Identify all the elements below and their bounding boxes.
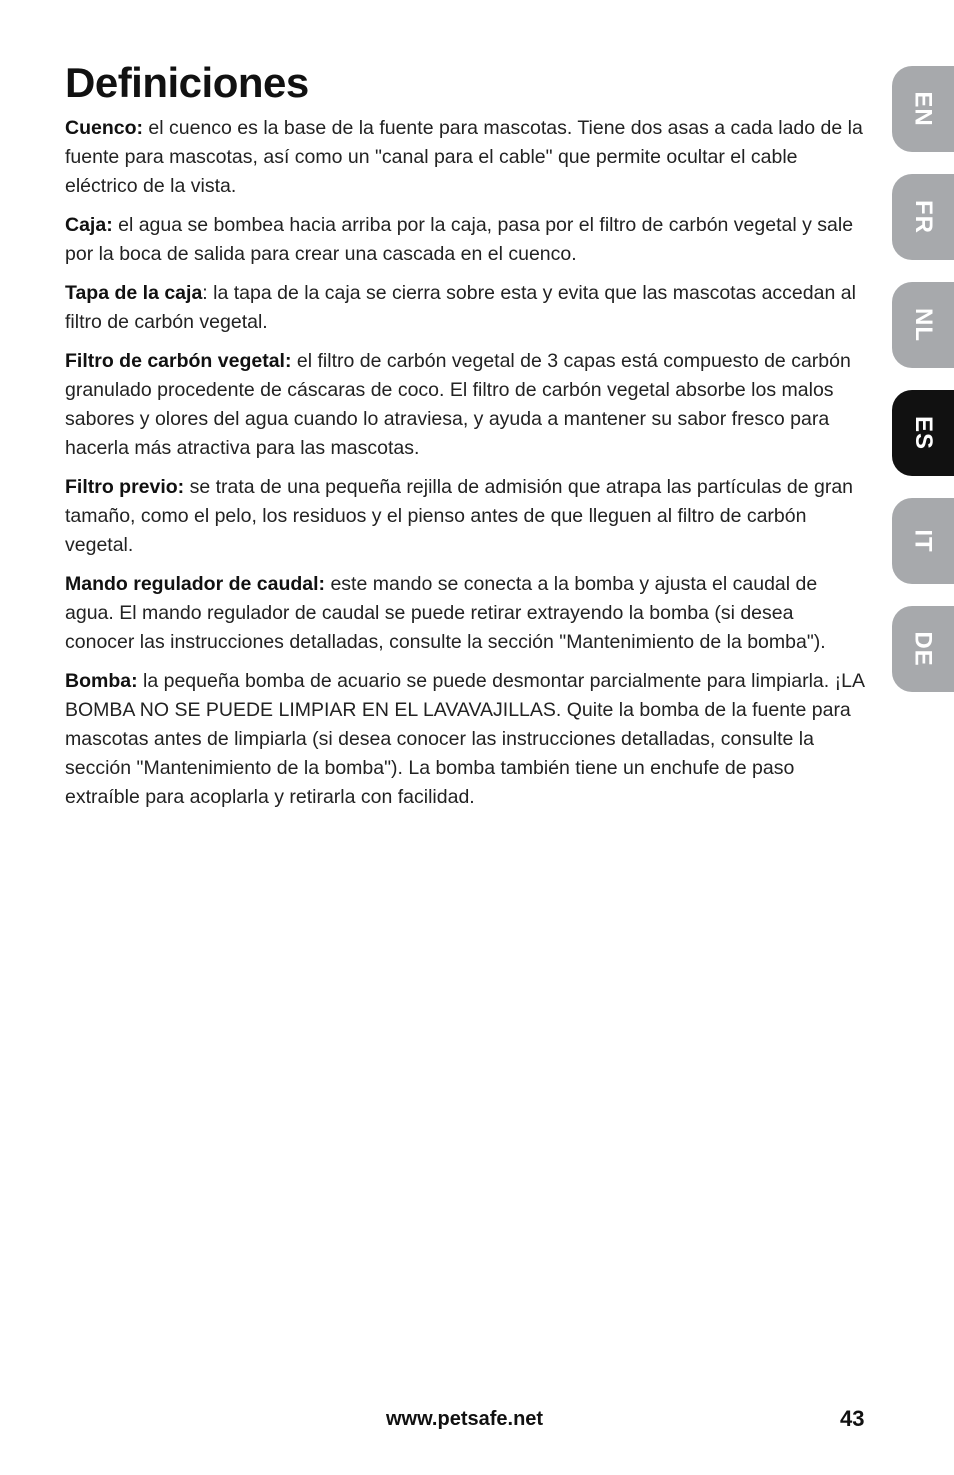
tab-label: DE <box>910 631 937 667</box>
definition-term: Tapa de la caja <box>65 282 203 304</box>
page-title: Definiciones <box>65 59 309 106</box>
definition-text: se trata de una pequeña rejilla de admisión que atrapa las partículas de gran tamaño, como el pelo, los residuos y el pienso antes de que lleguen al filtro de carbón vegetal. <box>65 476 854 556</box>
definition-term: Filtro de carbón vegetal: <box>65 350 292 372</box>
tab-fr[interactable] <box>892 174 954 260</box>
tab-label: FR <box>910 200 937 234</box>
tab-label: NL <box>910 308 937 342</box>
definition-filtro-de-carbon <box>65 347 865 463</box>
definition-text: el cuenco es la base de la fuente para mascotas. Tiene dos asas a cada lado de la fuente para mascotas, así como un "canal para el cable" que permite ocultar el cable eléctrico de la vista. <box>65 117 863 197</box>
definition-filtro-previo <box>65 473 865 560</box>
definition-term: Bomba: <box>65 670 138 692</box>
definition-text: este mando se conecta a la bomba y ajusta el caudal de agua. El mando regulador de caudal se puede retirar extrayendo la bomba (si desea conocer las instrucciones detalladas, consulte la sección "Mantenimiento de la bomba"). <box>65 573 826 653</box>
tab-en[interactable] <box>892 66 954 152</box>
definition-text: : la tapa de la caja se cierra sobre esta y evita que las mascotas accedan al filtro de carbón vegetal. <box>65 282 856 333</box>
tab-label: ES <box>909 415 937 451</box>
definition-tapa-de-la-caja <box>65 279 865 337</box>
tab-label: IT <box>909 529 937 553</box>
tab-de[interactable] <box>892 606 954 692</box>
footer-url: www.petsafe.net <box>386 1408 544 1430</box>
definition-term: Mando regulador de caudal: <box>65 573 326 595</box>
definition-term: Filtro previo: <box>65 476 185 498</box>
tab-nl[interactable] <box>892 282 954 368</box>
tab-label: EN <box>910 91 937 127</box>
definition-cuenco <box>65 114 865 201</box>
definition-caja <box>65 211 865 269</box>
definition-text: la pequeña bomba de acuario se puede desmontar parcialmente para limpiarla. ¡LA BOMBA NO SE PUEDE LIMPIAR EN EL LAVAVAJILLAS. Quite la bomba de la fuente para mascotas antes de limpiarla (si desea conocer las instrucciones detalladas, consulte la sección "Mantenimiento de la bomba"). La bomba también tiene un enchufe de paso extraíble para acoplarla y retirarla con facilidad. <box>65 670 864 808</box>
definition-text: el filtro de carbón vegetal de 3 capas está compuesto de carbón granulado procedente de cáscaras de coco. El filtro de carbón vegetal absorbe los malos sabores y olores del agua cuando lo atraviesa, y ayuda a mantener su sabor fresco para hacerla más atractiva para las mascotas. <box>65 350 851 459</box>
definition-mando-regulador <box>65 570 865 657</box>
tab-it[interactable] <box>892 498 954 584</box>
definitions-list <box>65 114 865 822</box>
tab-es[interactable] <box>892 390 954 476</box>
definition-text: el agua se bombea hacia arriba por la caja, pasa por el filtro de carbón vegetal y sale por la boca de salida para crear una cascada en el cuenco. <box>65 214 854 265</box>
definition-bomba <box>65 667 865 812</box>
definition-term: Caja: <box>65 214 113 236</box>
definition-term: Cuenco: <box>65 117 143 139</box>
page-number: 43 <box>840 1406 865 1431</box>
